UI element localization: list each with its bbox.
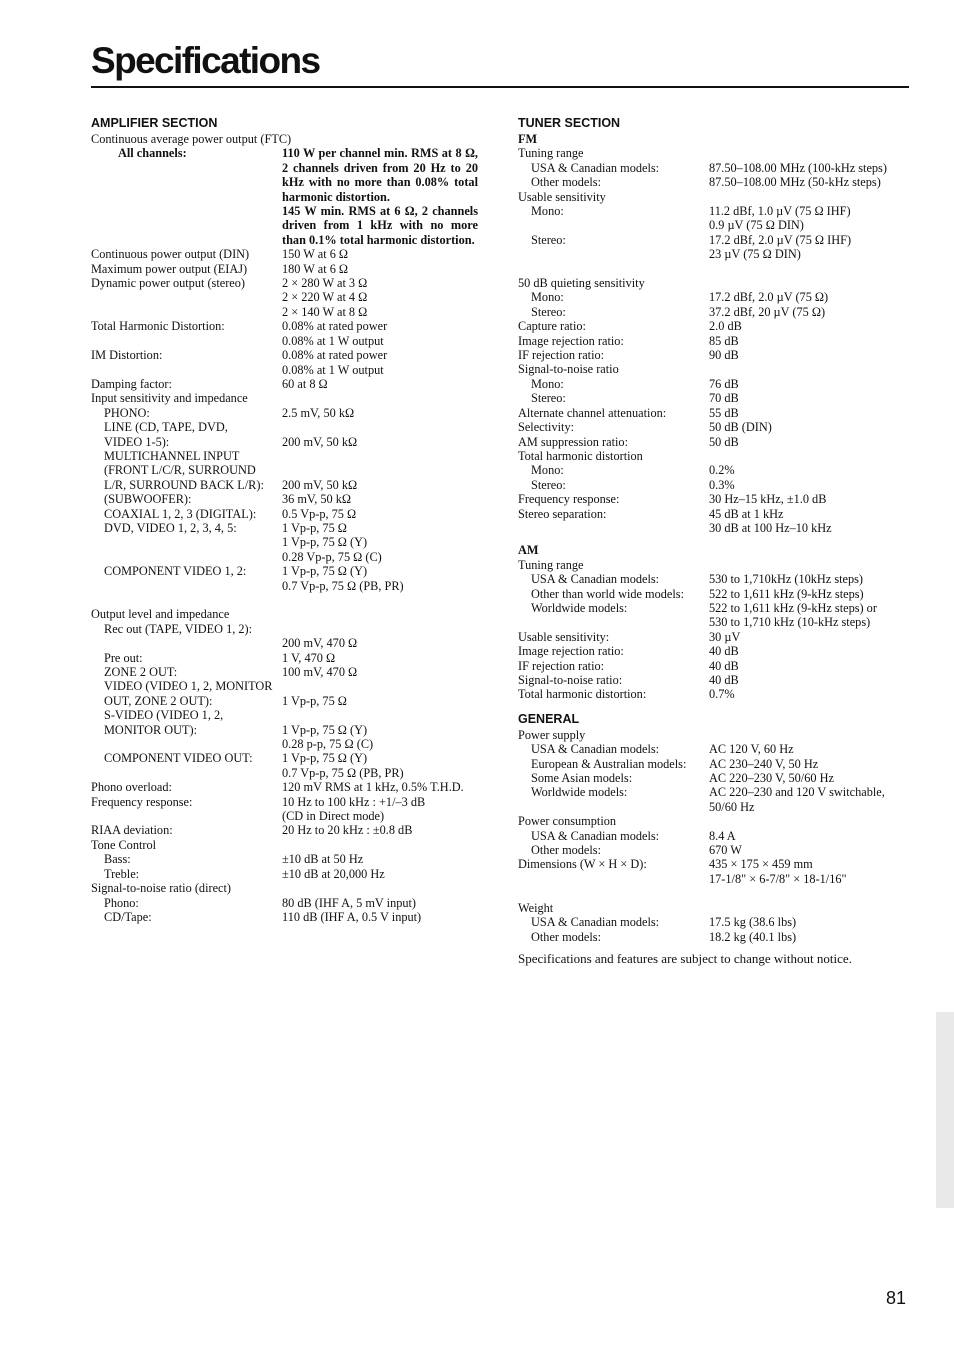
spec-label: USA & Canadian models: <box>531 742 660 757</box>
spec-value: 2 × 140 W at 8 Ω <box>282 304 368 319</box>
spec-row <box>91 708 481 722</box>
spec-value: ±10 dB at 50 Hz <box>282 852 364 867</box>
spec-label: USA & Canadian models: <box>531 572 660 587</box>
spec-label: IF rejection ratio: <box>518 658 605 673</box>
spec-row <box>518 362 913 376</box>
all-channels-value-1: 110 W per channel min. RMS at 8 Ω, 2 channels driven from 20 Hz to 20 kHz with no more than 0.08% total harmonic distortion. <box>282 146 478 204</box>
spec-row <box>91 852 481 866</box>
spec-row <box>518 146 913 160</box>
all-channels-row <box>91 146 481 247</box>
spec-value: 1 Vp-p, 75 Ω <box>282 693 347 708</box>
spec-row <box>518 478 913 492</box>
spec-value: 522 to 1,611 kHz (9-kHz steps) <box>709 586 864 601</box>
spec-label: Power consumption <box>518 814 617 829</box>
spec-row <box>518 872 913 886</box>
spec-label: Other models: <box>531 843 602 858</box>
spec-value: 40 dB <box>709 673 739 688</box>
spec-label: USA & Canadian models: <box>531 160 660 175</box>
spec-label: Stereo: <box>531 477 566 492</box>
spec-row <box>91 492 481 506</box>
general-heading: GENERAL <box>518 711 580 726</box>
spec-label: Usable sensitivity: <box>518 629 610 644</box>
spec-label: DVD, VIDEO 1, 2, 3, 4, 5: <box>104 520 237 535</box>
spec-value: 180 W at 6 Ω <box>282 261 349 276</box>
spec-row <box>91 780 481 794</box>
spec-label: Image rejection ratio: <box>518 644 624 659</box>
page-number: 81 <box>886 1288 907 1308</box>
spec-label: Mono: <box>531 290 564 305</box>
spec-row <box>91 262 481 276</box>
amplifier-spec-list <box>91 247 481 924</box>
spec-row <box>91 391 481 405</box>
spec-value: 1 Vp-p, 75 Ω <box>282 520 347 535</box>
spec-row <box>518 262 913 276</box>
spec-label: Maximum power output (EIAJ) <box>91 261 248 276</box>
spec-label: Capture ratio: <box>518 319 586 334</box>
spec-row <box>91 449 481 463</box>
spec-value: 87.50–108.00 MHz (50-kHz steps) <box>709 175 881 190</box>
spec-label: COAXIAL 1, 2, 3 (DIGITAL): <box>104 506 257 521</box>
spec-value: 60 at 8 Ω <box>282 376 328 391</box>
spec-row <box>518 857 913 871</box>
spec-row <box>518 161 913 175</box>
spec-label <box>518 800 709 814</box>
spec-row <box>518 572 913 586</box>
spec-label: VIDEO (VIDEO 1, 2, MONITOR <box>104 679 273 694</box>
ftc-row <box>91 132 481 146</box>
spec-label: IM Distortion: <box>91 348 163 363</box>
spec-row <box>91 665 481 679</box>
spec-row <box>91 651 481 665</box>
spec-value: 50/60 Hz <box>709 799 755 814</box>
spec-value: 23 µV (75 Ω DIN) <box>709 247 801 262</box>
spec-label: Mono: <box>531 204 564 219</box>
spec-label: COMPONENT VIDEO 1, 2: <box>104 564 247 579</box>
spec-value: 1 V, 470 Ω <box>282 650 336 665</box>
spec-row <box>91 550 481 564</box>
spec-label <box>91 593 282 607</box>
spec-label: Stereo: <box>531 232 566 247</box>
spec-row <box>91 564 481 578</box>
spec-label: Other than world wide models: <box>531 586 684 601</box>
spec-row <box>518 391 913 405</box>
spec-row <box>518 247 913 261</box>
spec-row <box>91 751 481 765</box>
spec-label <box>91 737 282 751</box>
spec-value: 0.08% at rated power <box>282 319 388 334</box>
tuner-general-column <box>518 116 913 966</box>
spec-value: 2 × 280 W at 3 Ω <box>282 276 368 291</box>
spec-row <box>91 579 481 593</box>
spec-value: 670 W <box>709 843 742 858</box>
spec-value: 70 dB <box>709 391 739 406</box>
spec-label: Continuous power output (DIN) <box>91 247 250 262</box>
spec-label: Bass: <box>104 852 131 867</box>
spec-row <box>518 449 913 463</box>
spec-row <box>518 886 913 900</box>
spec-value: 200 mV, 50 kΩ <box>282 434 358 449</box>
spec-label <box>518 615 709 629</box>
spec-row <box>91 881 481 895</box>
spec-value: 30 Hz–15 kHz, ±1.0 dB <box>709 492 827 507</box>
spec-row <box>91 593 481 607</box>
spec-label <box>91 809 282 823</box>
spec-row <box>518 276 913 290</box>
fm-subheading: FM <box>518 132 538 146</box>
spec-label: Treble: <box>104 866 140 881</box>
spec-value: 2 × 220 W at 4 Ω <box>282 290 368 305</box>
spec-row <box>91 622 481 636</box>
spec-label: Image rejection ratio: <box>518 333 624 348</box>
spec-row <box>518 406 913 420</box>
spec-label: VIDEO 1-5): <box>104 434 170 449</box>
spec-row <box>91 377 481 391</box>
spec-label: RIAA deviation: <box>91 823 173 838</box>
spec-value: 17.2 dBf, 2.0 µV (75 Ω IHF) <box>709 232 852 247</box>
spec-row <box>518 587 913 601</box>
spec-row <box>518 204 913 218</box>
spec-row <box>518 521 913 535</box>
spec-value: 0.08% at 1 W output <box>282 362 384 377</box>
spec-value: 100 mV, 470 Ω <box>282 665 358 680</box>
spec-label: Phono: <box>104 895 139 910</box>
am-subheading: AM <box>518 543 539 558</box>
spec-label <box>518 521 709 535</box>
spec-label: Some Asian models: <box>531 771 633 786</box>
spec-row <box>91 723 481 737</box>
spec-label: Alternate channel attenuation: <box>518 405 667 420</box>
spec-label: PHONO: <box>104 405 150 420</box>
spec-value: 200 mV, 50 kΩ <box>282 477 358 492</box>
spec-label: Worldwide models: <box>531 785 628 800</box>
spec-label: Stereo: <box>531 391 566 406</box>
spec-row <box>518 901 913 915</box>
spec-value: 87.50–108.00 MHz (100-kHz steps) <box>709 160 887 175</box>
spec-row <box>91 507 481 521</box>
spec-label: IF rejection ratio: <box>518 348 605 363</box>
spec-label: Selectivity: <box>518 420 575 435</box>
spec-value: 530 to 1,710kHz (10kHz steps) <box>709 572 864 587</box>
title-rule <box>91 86 909 88</box>
spec-label: European & Australian models: <box>531 756 687 771</box>
spec-row <box>518 233 913 247</box>
spec-label <box>518 886 709 900</box>
spec-row <box>518 348 913 362</box>
spec-label: (FRONT L/C/R, SURROUND <box>104 463 256 478</box>
spec-label: Other models: <box>531 175 602 190</box>
spec-row <box>91 636 481 650</box>
spec-value: 0.5 Vp-p, 75 Ω <box>282 506 357 521</box>
spec-row <box>91 896 481 910</box>
spec-value: AC 220–230 V, 50/60 Hz <box>709 771 834 786</box>
spec-row <box>518 334 913 348</box>
spec-value: 37.2 dBf, 20 µV (75 Ω) <box>709 304 826 319</box>
am-spec-list <box>518 558 913 702</box>
spec-row <box>518 507 913 521</box>
spec-value: 1 Vp-p, 75 Ω (Y) <box>282 535 368 550</box>
spec-label: Frequency response: <box>91 794 193 809</box>
spec-label <box>518 872 709 886</box>
spec-row <box>518 829 913 843</box>
spec-label: Total harmonic distortion <box>518 448 643 463</box>
spec-value: 30 µV <box>709 629 741 644</box>
spec-row <box>518 728 913 742</box>
spec-row <box>518 175 913 189</box>
spec-value: 50 dB (DIN) <box>709 420 772 435</box>
spec-row <box>91 276 481 290</box>
spec-label <box>518 262 709 276</box>
spec-value: 76 dB <box>709 376 739 391</box>
spec-value: 0.9 µV (75 Ω DIN) <box>709 218 804 233</box>
spec-row <box>91 420 481 434</box>
spec-row <box>518 800 913 814</box>
spec-row <box>518 420 913 434</box>
spec-label <box>91 305 282 319</box>
spec-value: 2.0 dB <box>709 319 742 334</box>
spec-value: 0.08% at rated power <box>282 348 388 363</box>
spec-value: 10 Hz to 100 kHz : +1/–3 dB <box>282 794 426 809</box>
spec-row <box>91 247 481 261</box>
page-title: Specifications <box>91 40 320 81</box>
spec-label <box>518 218 709 232</box>
spec-value: (CD in Direct mode) <box>282 809 385 824</box>
spec-value: 45 dB at 1 kHz <box>709 506 784 521</box>
spec-row <box>91 334 481 348</box>
spec-value: 0.28 Vp-p, 75 Ω (C) <box>282 549 382 564</box>
spec-row <box>518 615 913 629</box>
spec-value: 11.2 dBf, 1.0 µV (75 Ω IHF) <box>709 204 851 219</box>
spec-row <box>91 607 481 621</box>
spec-value: 20 Hz to 20 kHz : ±0.8 dB <box>282 823 413 838</box>
spec-row <box>518 290 913 304</box>
spec-label: Worldwide models: <box>531 600 628 615</box>
spec-row <box>91 737 481 751</box>
spec-value: 40 dB <box>709 644 739 659</box>
spec-label: S-VIDEO (VIDEO 1, 2, <box>104 708 224 723</box>
spec-row <box>518 843 913 857</box>
spec-row <box>91 435 481 449</box>
spec-label: MONITOR OUT): <box>104 722 198 737</box>
spec-label: Tuning range <box>518 146 584 161</box>
spec-label: Total harmonic distortion: <box>518 687 647 702</box>
spec-value: AC 220–230 and 120 V switchable, <box>709 785 885 800</box>
amplifier-heading: AMPLIFIER SECTION <box>91 116 218 130</box>
spec-value: 17-1/8" × 6-7/8" × 18-1/16" <box>709 871 847 886</box>
spec-row <box>518 492 913 506</box>
spec-value: 0.08% at 1 W output <box>282 333 384 348</box>
spec-row <box>91 290 481 304</box>
spec-label: COMPONENT VIDEO OUT: <box>104 751 253 766</box>
spec-row <box>518 463 913 477</box>
spec-row <box>91 521 481 535</box>
spec-value: 150 W at 6 Ω <box>282 247 349 262</box>
spec-row <box>518 673 913 687</box>
spec-label: MULTICHANNEL INPUT <box>104 448 240 463</box>
spec-row <box>91 694 481 708</box>
spec-label: Power supply <box>518 727 586 742</box>
spec-label: CD/Tape: <box>104 909 152 924</box>
spec-label: Mono: <box>531 376 564 391</box>
spec-value: 200 mV, 470 Ω <box>282 636 358 651</box>
spec-label: Damping factor: <box>91 376 172 391</box>
spec-row <box>518 915 913 929</box>
spec-label: Stereo separation: <box>518 506 607 521</box>
spec-value: 36 mV, 50 kΩ <box>282 492 352 507</box>
spec-row <box>91 795 481 809</box>
spec-row <box>518 930 913 944</box>
spec-value: 522 to 1,611 kHz (9-kHz steps) or <box>709 600 877 615</box>
spec-value: AC 120 V, 60 Hz <box>709 742 794 757</box>
spec-value: 530 to 1,710 kHz (10-kHz steps) <box>709 615 871 630</box>
spec-row <box>91 823 481 837</box>
spec-label: Rec out (TAPE, VIDEO 1, 2): <box>104 621 253 636</box>
spec-row <box>518 659 913 673</box>
spec-label: 50 dB quieting sensitivity <box>518 276 645 291</box>
spec-row <box>91 766 481 780</box>
spec-row <box>518 630 913 644</box>
spec-value: 8.4 A <box>709 828 736 843</box>
spec-row <box>518 687 913 701</box>
spec-value: 0.3% <box>709 477 735 492</box>
tuner-heading: TUNER SECTION <box>518 116 621 130</box>
spec-row <box>91 305 481 319</box>
spec-row <box>91 535 481 549</box>
spec-value: 18.2 kg (40.1 lbs) <box>709 929 797 944</box>
spec-row <box>91 406 481 420</box>
spec-label <box>518 247 709 261</box>
spec-label: Tuning range <box>518 557 584 572</box>
spec-row <box>91 809 481 823</box>
spec-row <box>518 435 913 449</box>
spec-value: ±10 dB at 20,000 Hz <box>282 866 385 881</box>
spec-label <box>91 334 282 348</box>
spec-label: L/R, SURROUND BACK L/R): <box>104 477 264 492</box>
spec-value: 50 dB <box>709 434 739 449</box>
spec-label: Weight <box>518 900 554 915</box>
spec-row <box>91 463 481 477</box>
spec-label: USA & Canadian models: <box>531 915 660 930</box>
spec-value: AC 230–240 V, 50 Hz <box>709 756 819 771</box>
spec-label: Mono: <box>531 463 564 478</box>
spec-value: 1 Vp-p, 75 Ω (Y) <box>282 564 368 579</box>
all-channels-value-2: 145 W min. RMS at 6 Ω, 2 channels driven from 1 kHz with no more than 0.1% total harmonic distortion. <box>282 204 478 247</box>
spec-value: 0.28 p-p, 75 Ω (C) <box>282 737 374 752</box>
spec-label: Dimensions (W × H × D): <box>518 857 647 872</box>
spec-value: 0.7 Vp-p, 75 Ω (PB, PR) <box>282 765 404 780</box>
spec-value: 17.2 dBf, 2.0 µV (75 Ω) <box>709 290 829 305</box>
spec-value: 120 mV RMS at 1 kHz, 0.5% T.H.D. <box>282 780 464 795</box>
spec-value: 0.7% <box>709 687 735 702</box>
spec-row <box>518 305 913 319</box>
spec-row <box>91 838 481 852</box>
spec-label <box>91 636 282 650</box>
spec-value: 435 × 175 × 459 mm <box>709 857 813 872</box>
spec-row <box>91 319 481 333</box>
spec-row <box>91 910 481 924</box>
spec-row <box>518 757 913 771</box>
spec-row <box>518 319 913 333</box>
spec-label: Signal-to-noise ratio: <box>518 673 623 688</box>
spec-row <box>91 478 481 492</box>
spec-value: 2.5 mV, 50 kΩ <box>282 405 355 420</box>
spec-label: Stereo: <box>531 304 566 319</box>
spec-value: 80 dB (IHF A, 5 mV input) <box>282 895 417 910</box>
spec-row <box>518 644 913 658</box>
spec-row <box>91 363 481 377</box>
spec-label: USA & Canadian models: <box>531 828 660 843</box>
general-spec-list <box>518 728 913 944</box>
spec-value: 55 dB <box>709 405 739 420</box>
spec-row <box>518 190 913 204</box>
spec-label: Usable sensitivity <box>518 189 606 204</box>
spec-label: AM suppression ratio: <box>518 434 628 449</box>
spec-row <box>91 867 481 881</box>
spec-label <box>91 766 282 780</box>
spec-row <box>518 742 913 756</box>
all-channels-label: All channels: <box>118 146 187 161</box>
spec-value: 40 dB <box>709 658 739 673</box>
spec-label: Tone Control <box>91 837 157 852</box>
spec-label: Output level and impedance <box>91 607 230 622</box>
spec-label: ZONE 2 OUT: <box>104 665 178 680</box>
spec-row <box>518 785 913 799</box>
spec-row <box>518 377 913 391</box>
spec-label: Dynamic power output (stereo) <box>91 276 246 291</box>
change-notice: Specifications and features are subject to change without notice. <box>518 950 852 966</box>
spec-label: Signal-to-noise ratio <box>518 362 619 377</box>
spec-value: 90 dB <box>709 348 739 363</box>
amplifier-column <box>91 116 481 924</box>
spec-label: (SUBWOOFER): <box>104 492 192 507</box>
spec-row <box>518 771 913 785</box>
spec-label: OUT, ZONE 2 OUT): <box>104 693 213 708</box>
spec-value: 30 dB at 100 Hz–10 kHz <box>709 520 832 535</box>
spec-label: Input sensitivity and impedance <box>91 391 248 406</box>
spec-value: 110 dB (IHF A, 0.5 V input) <box>282 909 422 924</box>
spec-row <box>91 679 481 693</box>
spec-label <box>91 550 282 564</box>
spec-label <box>91 290 282 304</box>
spec-label: Pre out: <box>104 650 143 665</box>
spec-label: LINE (CD, TAPE, DVD, <box>104 420 228 435</box>
spec-row <box>518 218 913 232</box>
spec-row <box>91 348 481 362</box>
ftc-label: Continuous average power output (FTC) <box>91 132 292 146</box>
spec-label: Frequency response: <box>518 492 620 507</box>
spec-value: 1 Vp-p, 75 Ω (Y) <box>282 751 368 766</box>
spec-label <box>91 579 282 593</box>
spec-label: Total Harmonic Distortion: <box>91 319 225 334</box>
fm-spec-list <box>518 146 913 535</box>
spec-value: 1 Vp-p, 75 Ω (Y) <box>282 722 368 737</box>
spec-value: 0.2% <box>709 463 735 478</box>
spec-value: 0.7 Vp-p, 75 Ω (PB, PR) <box>282 578 404 593</box>
spec-label <box>91 535 282 549</box>
spec-row <box>518 814 913 828</box>
spec-row <box>518 601 913 615</box>
spec-value: 85 dB <box>709 333 739 348</box>
spec-label <box>91 363 282 377</box>
spec-value: 17.5 kg (38.6 lbs) <box>709 915 797 930</box>
spec-row <box>518 558 913 572</box>
edge-tab <box>936 1012 954 1208</box>
spec-label: Phono overload: <box>91 780 172 795</box>
spec-label: Other models: <box>531 929 602 944</box>
spec-label: Signal-to-noise ratio (direct) <box>91 881 232 896</box>
